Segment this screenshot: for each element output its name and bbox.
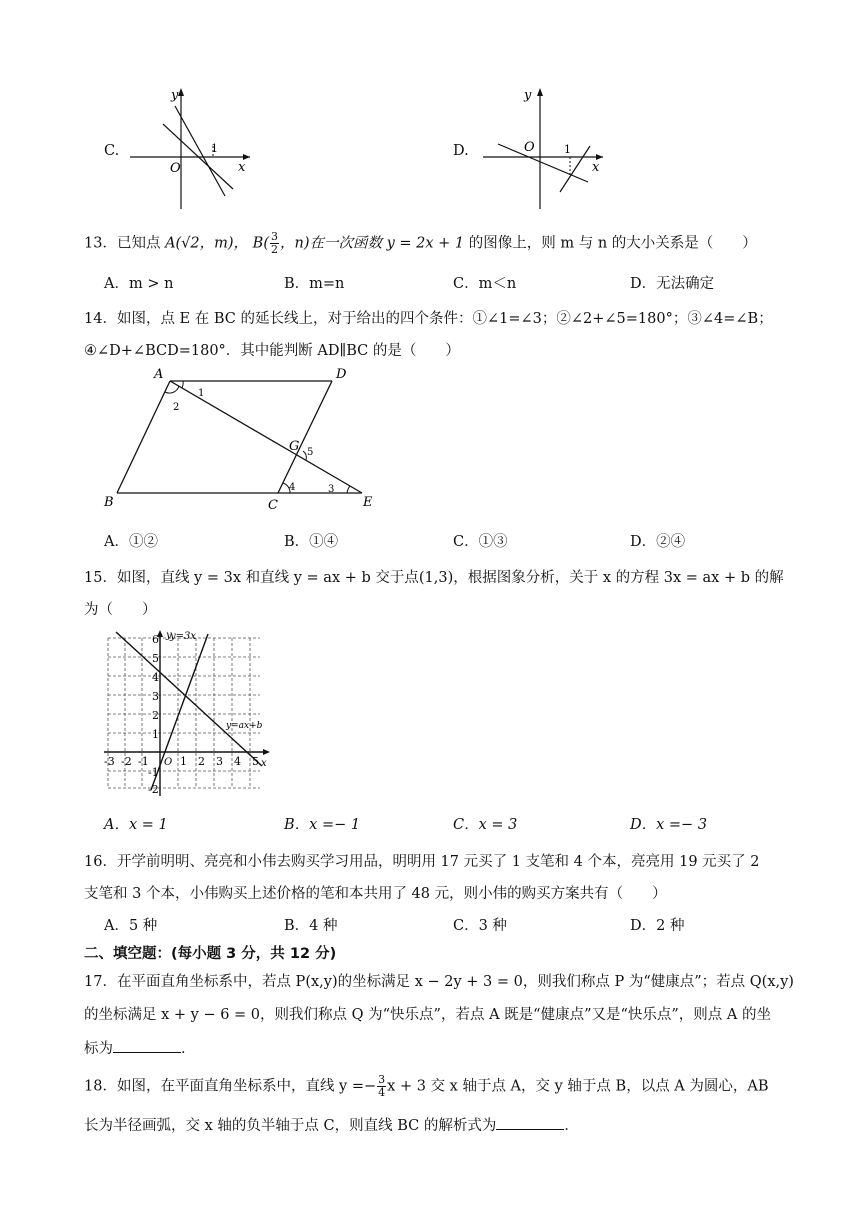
q15-option-c: C．x = 3 bbox=[453, 817, 518, 833]
svg-text:2: 2 bbox=[198, 755, 205, 768]
q14-label-b: B bbox=[104, 495, 114, 510]
q18-answer-blank[interactable] bbox=[496, 1115, 564, 1130]
section-2-title: 二、填空题：(每小题 3 分，共 12 分) bbox=[84, 946, 337, 962]
q18-line2: 长为半径画弧，交 x 轴的负半轴于点 C，则直线 BC 的解析式为 ． bbox=[84, 1114, 579, 1135]
question-13 bbox=[84, 231, 757, 256]
q14-angle-4: 4 bbox=[289, 482, 296, 493]
graph-c bbox=[125, 84, 255, 214]
q14-label-c: C bbox=[268, 498, 278, 513]
q18-frac: $\frac{3}{4}$ bbox=[378, 1073, 386, 1099]
q18-line2-text: 长为半径画弧，交 x 轴的负半轴于点 C，则直线 BC 的解析式为 bbox=[84, 1118, 497, 1134]
svg-text:5: 5 bbox=[252, 755, 259, 768]
q13-point-b: B( bbox=[252, 235, 269, 252]
q14-option-c: C．①③ bbox=[453, 534, 508, 550]
q16-line2: 支笔和 3 个本，小伟购买上述价格的笔和本共用了 48 元，则小伟的购买方案共有（ ） bbox=[84, 886, 667, 902]
q13-option-b: B．m=n bbox=[284, 276, 345, 292]
q18-line1 bbox=[84, 1074, 769, 1099]
svg-text:6: 6 bbox=[152, 633, 159, 646]
option-c-label: C. bbox=[104, 143, 120, 159]
q13-function: y = 2x + 1 bbox=[386, 235, 465, 252]
q15-option-d: D．x =− 3 bbox=[630, 817, 708, 833]
q14-label-e: E bbox=[363, 495, 373, 510]
q13-tail: 的图像上，则 m 与 n 的大小关系是（ ） bbox=[468, 235, 757, 252]
q15-option-b: B．x =− 1 bbox=[284, 817, 361, 833]
q15-label-y3x: y=3x bbox=[170, 631, 197, 642]
q18-post: x + 3 交 x 轴于点 A，交 y 轴于点 B，以点 A 为圆心，AB bbox=[387, 1078, 769, 1095]
q15-line1: 15．如图，直线 y = 3x 和直线 y = ax + b 交于点(1,3)，根据图象分析，关于 x 的方程 3x = ax + b 的解 bbox=[84, 570, 784, 586]
q15-label-yaxb: y=ax+b bbox=[226, 721, 263, 731]
svg-text:-3: -3 bbox=[104, 755, 115, 768]
q14-option-b: B．①④ bbox=[284, 534, 339, 550]
svg-text:-1: -1 bbox=[148, 766, 159, 779]
q14-label-a: A bbox=[154, 368, 164, 382]
q13-point-b-tail: ，n)在一次函数 bbox=[279, 235, 382, 252]
q15-x-label: x bbox=[261, 758, 267, 769]
svg-text:1: 1 bbox=[152, 728, 159, 741]
q14-line2: ④∠D+∠BCD=180°．其中能判断 AD∥BC 的是（ ） bbox=[84, 343, 460, 359]
q14-line1: 14．如图，点 E 在 BC 的延长线上，对于给出的四个条件：①∠1=∠3；②∠2+∠5=180°；③∠4=∠B； bbox=[84, 311, 773, 327]
svg-text:3: 3 bbox=[216, 755, 223, 768]
svg-text:3: 3 bbox=[152, 690, 159, 703]
q13-option-a: A．m > n bbox=[104, 276, 174, 292]
q13-num: 13．已知点 bbox=[84, 235, 161, 252]
graph-c-one: 1 bbox=[211, 142, 218, 155]
svg-text:-2: -2 bbox=[148, 783, 159, 796]
q17-line1: 17．在平面直角坐标系中，若点 P(x,y)的坐标满足 x − 2y + 3 = 0，则我们称点 P 为“健康点”；若点 Q(x,y) bbox=[84, 974, 794, 990]
q15-origin: O bbox=[164, 757, 173, 768]
svg-text:2: 2 bbox=[152, 709, 159, 722]
q13-option-c: C．m＜n bbox=[453, 276, 517, 292]
graph-c-x-label: x bbox=[238, 160, 246, 175]
q14-angle-3: 3 bbox=[328, 484, 335, 495]
graph-d-origin: O bbox=[524, 140, 535, 155]
q14-option-d: D．②④ bbox=[630, 534, 686, 550]
q14-label-d: D bbox=[336, 368, 347, 382]
q14-angle-2: 2 bbox=[173, 402, 180, 413]
svg-text:4: 4 bbox=[234, 755, 241, 768]
q16-option-b: B．4 种 bbox=[284, 918, 338, 934]
q17-line2: 的坐标满足 x + y − 6 = 0，则我们称点 Q 为“快乐点”，若点 A 既是“健康点”又是“快乐点”，则点 A 的坐 bbox=[84, 1007, 771, 1023]
q16-line1: 16．开学前明明、亮亮和小伟去购买学习用品，明明用 17 元买了 1 支笔和 4 个本，亮亮用 19 元买了 2 bbox=[84, 854, 760, 870]
q17-answer-blank[interactable] bbox=[113, 1038, 181, 1053]
q13-option-d: D．无法确定 bbox=[630, 276, 715, 292]
q14-label-g: G bbox=[289, 439, 300, 454]
q14-figure bbox=[100, 368, 390, 518]
q16-option-d: D．2 种 bbox=[630, 918, 685, 934]
q14-angle-1: 1 bbox=[198, 388, 205, 399]
q16-option-a: A．5 种 bbox=[104, 918, 158, 934]
q14-angle-5: 5 bbox=[307, 447, 314, 458]
svg-text:-1: -1 bbox=[138, 755, 149, 768]
q18-pre: 18．如图，在平面直角坐标系中，直线 y =− bbox=[84, 1078, 377, 1095]
q15-line2: 为（ ） bbox=[84, 602, 157, 618]
q13-frac: $\frac{3}{2}$ bbox=[270, 230, 278, 256]
q15-figure bbox=[100, 628, 275, 800]
svg-text:-2: -2 bbox=[121, 755, 132, 768]
q15-y-label: y bbox=[166, 630, 172, 641]
q13-point-a: A(√2，m)， bbox=[165, 235, 249, 252]
svg-text:4: 4 bbox=[152, 671, 159, 684]
q17-line3-text: 标为 bbox=[84, 1041, 113, 1057]
svg-text:5: 5 bbox=[152, 652, 159, 665]
graph-d-x-label: x bbox=[592, 160, 600, 175]
graph-d-y-label: y bbox=[524, 88, 532, 103]
graph-c-origin: O bbox=[170, 161, 181, 176]
svg-text:1: 1 bbox=[180, 755, 187, 768]
q14-option-a: A．①② bbox=[104, 534, 158, 550]
graph-d bbox=[478, 84, 608, 214]
graph-d-one: 1 bbox=[564, 143, 571, 156]
graph-c-y-label: y bbox=[171, 88, 179, 103]
q17-line3: 标为 ． bbox=[84, 1037, 196, 1058]
option-d-label: D. bbox=[453, 143, 469, 159]
q16-option-c: C．3 种 bbox=[453, 918, 507, 934]
q15-option-a: A．x = 1 bbox=[104, 817, 168, 833]
